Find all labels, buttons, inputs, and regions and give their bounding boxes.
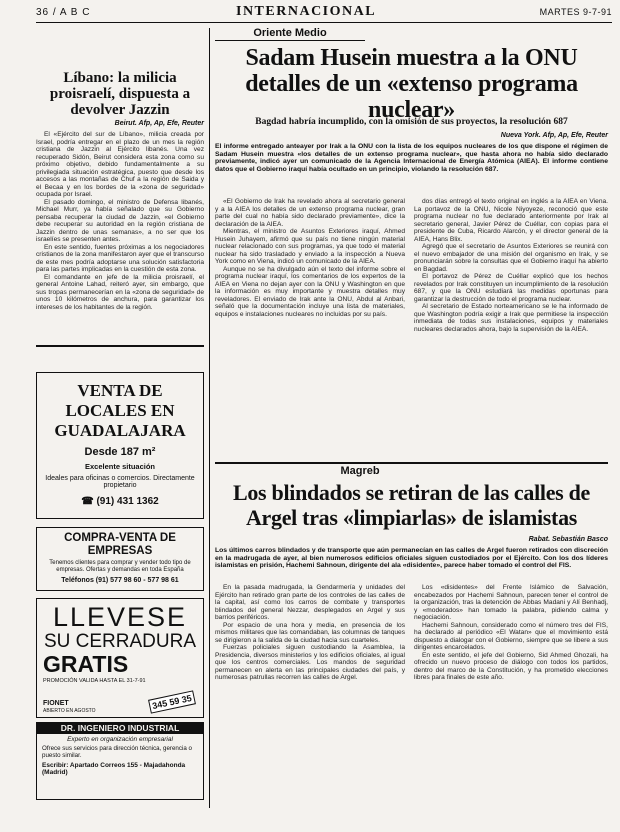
top-article-column-2 bbox=[414, 198, 608, 460]
ad-contact: Escribir: Apartado Correos 155 - Majadahonda (Madrid) bbox=[42, 762, 186, 776]
paragraph: Al secretario de Estado norteamericano se le ha informado de que Washington podría exigir a Irak que permitiese la inspección inmediata de todas sus instalaciones, equipos y materiales nucleares declarados ahora, bajo la supervisión de la AIEA. bbox=[414, 303, 608, 333]
ad-sub: Experto en organización empresarial bbox=[67, 736, 173, 743]
top-article-kicker: Oriente Medio bbox=[215, 27, 365, 41]
top-article-byline: Nueva York. Afp, Ap, Efe, Reuter bbox=[500, 132, 608, 139]
paragraph: Aunque no se ha divulgado aún el texto del informe sobre el programa nuclear iraquí, los comentarios de los expertos de la AIEA en Viena no dejan ayer con la ONU y Washington en que la información es muy importante y muestra detalles muy reveladores. El enviado de Irak ante la ONU, Abdul al Anbari, señaló que la documentación incluye una lista de materiales, equipos e instalaciones nucleares no incluidas por su país. bbox=[215, 265, 405, 318]
paragraph: El portavoz de Pérez de Cuéllar explicó que los hechos revelados por Irak constituyen un incumplimiento de la resolución 687, y que la ONU estudiará las medidas oportunas para garantizar la destrucción de todo el programa nuclear. bbox=[414, 273, 608, 303]
paragraph: «El Gobierno de Irak ha revelado ahora al secretario general y a la AIEA los detalles de un extenso programa nuclear, gran parte del cual no había sido declarado previamente», dice la declaración de la AIEA. bbox=[215, 198, 405, 228]
paragraph: Mientras, el ministro de Asuntos Exteriores iraquí, Ahmed Husein Juhayem, afirmó que su país no tiene ningún material nuclear relacionado con sus programas, ya que todo el material nuclear ha sido trasladado y enviado a la inspección a Nueva York como en Viena, indicó un comunicado de la AIEA. bbox=[215, 228, 405, 265]
masthead bbox=[36, 5, 612, 23]
paragraph: Los «disidentes» del Frente Islámico de Salvación, encabezados por Hachemi Sahnoun, parecen tener el control de la organización, tras la detención de Abbas Madani y Alí Benhadj, y «moderados» han tomado la palabra, pidiendo calma y negociación. bbox=[414, 584, 608, 621]
ad-ingeniero bbox=[36, 722, 204, 800]
left-article-headline: Líbano: la milicia proisraelí, dispuesta a devolver Jazzin bbox=[49, 70, 191, 118]
bottom-article-column-1 bbox=[215, 584, 405, 806]
paragraph: Fuerzas policiales siguen custodiando la Asamblea, la Presidencia, diversos ministerios y los edificios oficiales, al igual que los centros comerciales. Los mandos de seguridad permanecen en alerta en las principales ciudades del país, y numerosas patrullas recorren las calles de Argel. bbox=[215, 644, 405, 681]
ad-phone: 345 59 35 bbox=[148, 690, 196, 713]
paragraph: Hachemi Sahnoun, considerado como el número tres del FIS, ha declarado al periódico «El Watan» que el movimiento está dispuesto a dialogar con el Gobierno, siempre que se libere a sus dirigentes encarcelados. bbox=[414, 621, 608, 651]
ad-price: Desde 187 m² bbox=[84, 446, 156, 458]
top-article-headline: Sadam Husein muestra a la ONU detalles de un «extenso programa nuclear» bbox=[245, 45, 578, 123]
ad-title: VENTA DE LOCALES EN GUADALAJARA bbox=[54, 381, 186, 440]
ad-phone: ☎ (91) 431 1362 bbox=[81, 496, 159, 507]
paragraph: El pasado domingo, el ministro de Defensa libanés, Michael Murr, ya había señalado que su Gobierno pensaba recuperar la ciudad de Jazzin, «el Gobierno debe recuperar su autoridad en la región cristiana de Jazzin dentro de unas semanas», a no ser que los israelíes se presenten antes. bbox=[36, 198, 204, 243]
top-article-column-1 bbox=[215, 198, 405, 460]
top-article-subhead: Bagdad habría incumplido, con la omisión de sus proyectos, la resolución 687 bbox=[255, 117, 568, 127]
bottom-article-lead: Los últimos carros blindados y de transporte que aún permanecían en las calles de Argel fueron retirados con discreción en la madrugada de ayer, al bien numerosos edificios oficiales siguen custodiados por el Ejército. Con los dos líderes islamistas en prisión, Hachemi Sahnoun, dirigente del ala «disidente», parece haber tomado el control del FIS. bbox=[215, 547, 608, 570]
left-article-byline: Beirut. Afp, Ap, Efe, Reuter bbox=[114, 120, 204, 127]
ad-note: ABIERTO EN AGOSTO bbox=[43, 708, 96, 714]
paragraph: En este sentido, el jefe del Gobierno, Sid Ahmed Ghozali, ha ofrecido un nuevo proceso de diálogo con todos los partidos, dentro del marco de la Constitución, y ha prometido elecciones libres para finales de este año. bbox=[414, 651, 608, 681]
issue-date: MARTES 9-7-91 bbox=[539, 7, 612, 17]
paragraph: El comandante en jefe de la milicia proisraelí, el general Antoine Lahad, reiteró ayer, sin embargo, que sus tropas permanecerían en la «zona de seguridad» de unos 10 kilómetros de anchura, para garantizar los intereses de los habitantes de la región. bbox=[36, 273, 204, 311]
ad-title: COMPRA-VENTA DE EMPRESAS bbox=[64, 532, 176, 557]
ad-phone: Teléfonos (91) 577 98 60 - 577 98 61 bbox=[61, 577, 179, 584]
ad-desc: Ideales para oficinas o comercios. Directamente propietario bbox=[45, 475, 195, 489]
ad-cerradura bbox=[36, 598, 204, 718]
paragraph: Por espacio de una hora y media, en presencia de los mismos militares que las comandaban, las columnas de tanques se dirigieron a la salida de la ciudad hacia sus cuarteles. bbox=[215, 621, 405, 644]
bottom-article-column-2 bbox=[414, 584, 608, 806]
paragraph: En la pasada madrugada, la Gendarmería y unidades del Ejército han retirado gran parte de los controles de las calles de la capital, así como los carros de combate y transportes blindados del general Nezzar, desplegados en Argel y sus barrios periféricos. bbox=[215, 584, 405, 621]
bottom-article-kicker: Magreb bbox=[340, 465, 380, 477]
ad-title-line3: GRATIS bbox=[43, 651, 129, 677]
section-divider bbox=[215, 462, 608, 464]
ad-tag: Excelente situación bbox=[84, 462, 156, 471]
paragraph: El «Ejército del sur de Líbano», milicia creada por Israel, podría entregar en el plazo de un mes la región cristiana de Jazzin al Ejército libanés. Una vez recuperado Sidón, Beirut considera esta zona como su próximo objetivo, debido fundamentalmente a su privilegiada situación estratégica, puesto que desde los accesos a las montañas de Chuf a la región de Saida y el Becaa y en los bordes de la «zona de seguridad» ocupada por Israel. bbox=[36, 131, 204, 198]
column-divider bbox=[209, 28, 210, 808]
left-article bbox=[36, 28, 204, 342]
paragraph: En este sentido, fuentes próximas a los negociadores cristianos de la zona manifestaron ayer que el transcurso de este mes podría adoptarse una solución satisfactoria para las partes implicadas en la cuestión de esta zona. bbox=[36, 243, 204, 273]
left-article-body bbox=[36, 131, 204, 346]
ad-locales-guadalajara bbox=[36, 372, 204, 519]
ad-brand: FIONET bbox=[43, 700, 69, 707]
ad-title: DR. INGENIERO INDUSTRIAL bbox=[37, 723, 203, 734]
section-title: INTERNACIONAL bbox=[236, 4, 377, 19]
left-divider bbox=[36, 345, 204, 347]
ad-desc: Ofrece sus servicios para dirección técnica, gerencia o puesto similar. bbox=[42, 745, 192, 759]
bottom-article-byline: Rabat. Sebastián Basco bbox=[528, 536, 608, 543]
top-article-lead: El informe entregado anteayer por Irak a la ONU con la lista de los equipos nucleares de los que dispone el régimen de Sadam Husein muestra «los detalles de un extenso programa nuclear», que hasta ahora no había sido declarado previamente, indicó ayer un comunicado de la Agencia Internacional de Energía Atómica (AIEA). El informe contiene datos que el Gobierno iraquí había ocultado en un principio, violando la resolución 687. bbox=[215, 143, 608, 173]
ad-desc: Tenemos clientes para comprar y vender todo tipo de empresas. Ofertas y demandas en toda España bbox=[49, 560, 191, 573]
ad-promo: PROMOCIÓN VALIDA HASTA EL 31-7-91 bbox=[43, 678, 146, 684]
ad-title-line1: LLEVESE bbox=[52, 602, 188, 632]
ad-compra-venta bbox=[36, 527, 204, 591]
bottom-article-headline: Los blindados se retiran de las calles de Argel tras «limpiarlas» de islamistas bbox=[232, 480, 591, 530]
paragraph: dos días entregó el texto original en inglés a la AIEA en Viena. La portavoz de la ONU, Nicole Niyoyeze, reconoció que este programa nuclear no fue declarado anteriormente por Irak al secretario general, Javier Pérez de Cuéllar, con copias para el presidente de Cuba, Ricardo Alarcón, y el director general de la AIEA, Hans Blix. bbox=[414, 198, 608, 243]
page-number: 36 / A B C bbox=[36, 7, 91, 18]
paragraph: Agregó que el secretario de Asuntos Exteriores se reunirá con el nuevo embajador de una misión del organismo en Irak, y se pronunciarán sobre la consultas que el Gobierno iraquí ha abierto en Bagdad. bbox=[414, 243, 608, 273]
ad-title-line2: SU CERRADURA bbox=[43, 631, 197, 652]
